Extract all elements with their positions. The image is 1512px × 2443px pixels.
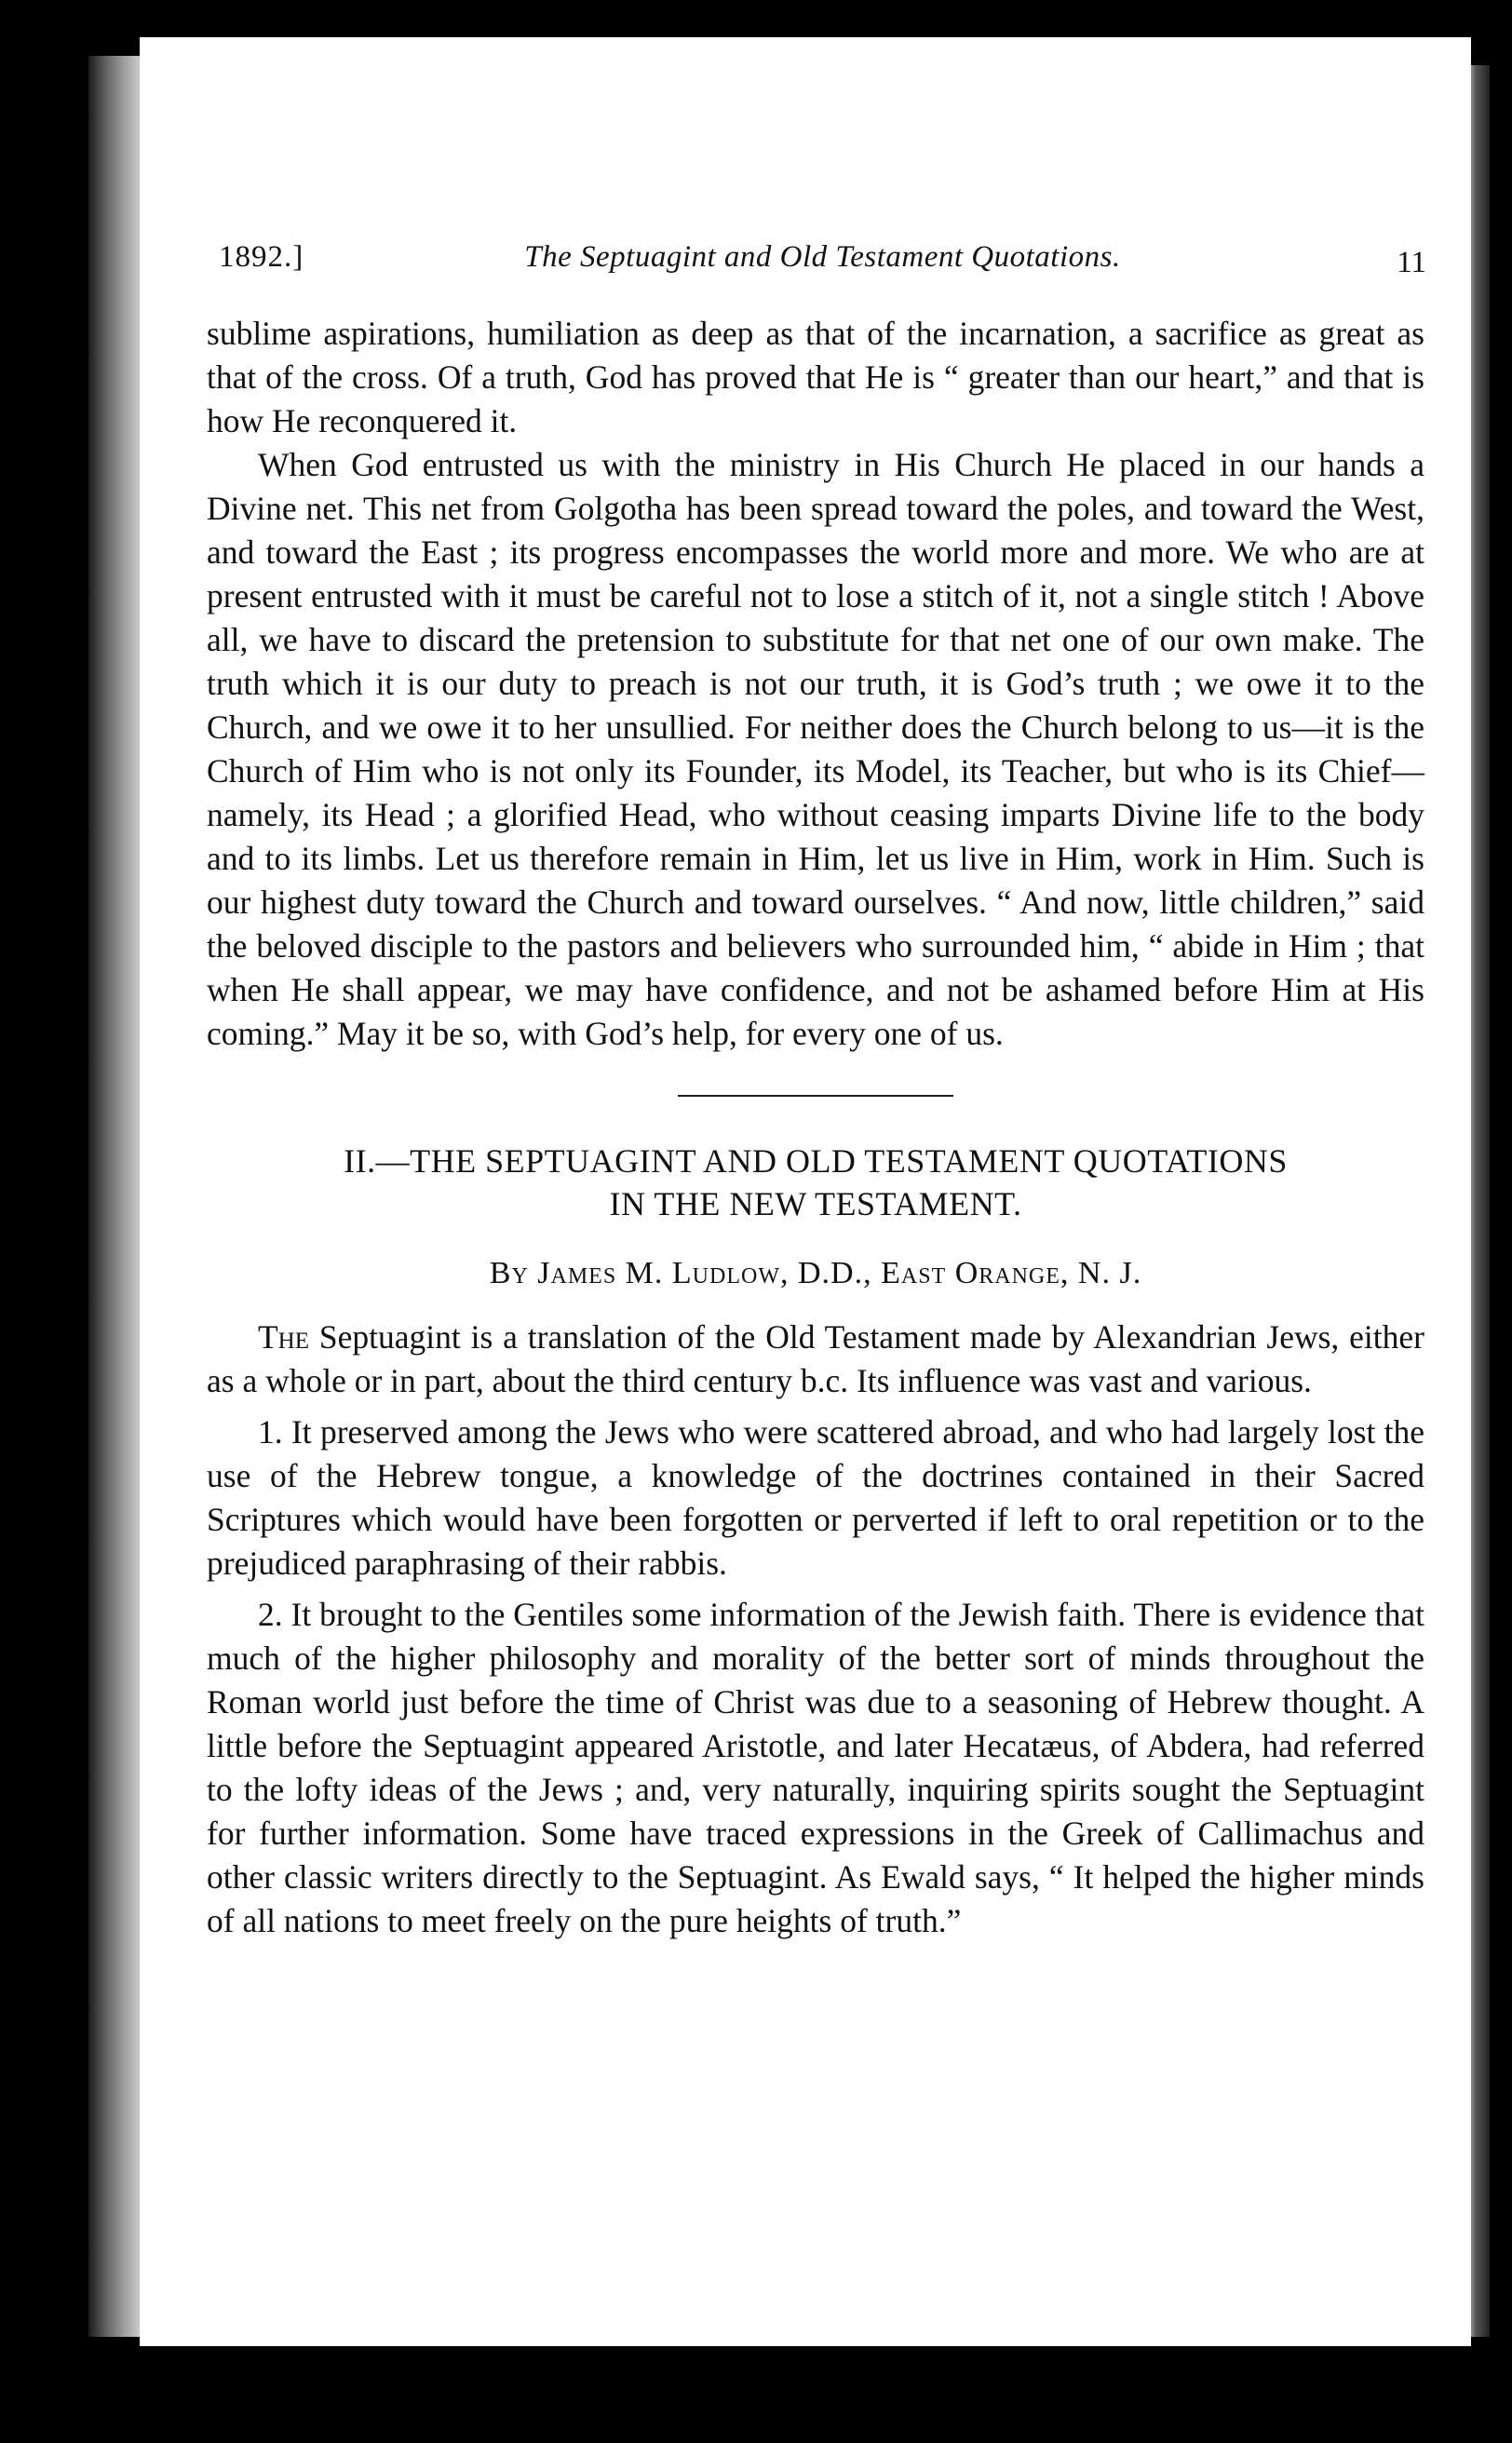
article-point-1: 1. It preserved among the Jews who were scattered abroad, and who had largely lost the use of the Hebrew tongue, a knowledge of the doctrines contained in their Sacred Scriptures which would have been forgotten or perverted if left to oral repetition or to the prejudiced paraphrasing of their rabbis. <box>207 1413 1424 1582</box>
section-divider-rule <box>678 1095 953 1097</box>
body-paragraph: When God entrusted us with the ministry in His Church He placed in our hands a Divine net. This net from Golgotha has been spread toward the poles, and toward the West, and toward the East ; its progress encompasses the world more and more. We who are at present entrusted with it must be careful not to lose a stitch of it, not a single stitch ! Above all, we have to discard the pretension to substitute for that net one of our own make. The truth which it is our duty to preach is not our truth, it is God’s truth ; we owe it to the Church, and we owe it to her unsullied. For neither does the Church belong to us—it is the Church of Him who is not only its Founder, its Model, its Teacher, but who is its Chief—namely, its Head ; a glorified Head, who without ceasing imparts Divine life to the body and to its limbs. Let us therefore remain in Him, let us live in Him, work in Him. Such is our highest duty toward the Church and toward ourselves. “ And now, little children,” said the beloved disciple to the pastors and believers who surrounded him, “ abide in Him ; that when He shall appear, we may have confidence, and not be ashamed before Him at His coming.” May it be so, with God’s help, for every one of us. <box>207 446 1424 1052</box>
article-title <box>207 1140 1424 1225</box>
article-point-2: 2. It brought to the Gentiles some information of the Jewish faith. There is evidence that much of the higher philosophy and morality of the better sort of minds throughout the Roman world just before the time of Christ was due to a seasoning of Hebrew thought. A little before the Septuagint appeared Aristotle, and later Hecatæus, of Abdera, had referred to the lofty ideas of the Jews ; and, very naturally, inquiring spirits sought the Septuagint for further information. Some have traced expressions in the Greek of Callimachus and other classic writers directly to the Septuagint. As Ewald says, “ It helped the higher minds of all nations to meet freely on the pure heights of truth.” <box>207 1596 1424 1939</box>
article-byline: By James M. Ludlow, D.D., East Orange, N. J. <box>489 1256 1142 1290</box>
page-number: 11 <box>1397 246 1426 279</box>
article-title-line-2: IN THE NEW TESTAMENT. <box>609 1185 1022 1222</box>
page-body <box>207 312 1424 1943</box>
book-page <box>140 37 1471 2346</box>
running-head-title: The Septuagint and Old Testament Quotations. <box>524 240 1121 274</box>
intro-text: Septuagint is a translation of the Old Testament made by Alexandrian Jews, either as a whole or in part, about the third century b.c. Its influence was vast and various. <box>207 1318 1424 1399</box>
article-intro-paragraph <box>207 1316 1424 1403</box>
running-head-year: 1892.] <box>219 240 304 274</box>
body-paragraph-continued: sublime aspirations, humiliation as deep as that of the incarnation, a sacrifice as great as that of the cross. Of a truth, God has proved that He is “ greater than our heart,” and that is how He reconquered it. <box>207 315 1424 439</box>
running-head <box>219 233 1426 289</box>
book-gutter-edge <box>88 56 144 2337</box>
article-title-line-1: II.—THE SEPTUAGINT AND OLD TESTAMENT QUOTATIONS <box>344 1142 1288 1180</box>
intro-lead-word: The <box>258 1318 310 1356</box>
